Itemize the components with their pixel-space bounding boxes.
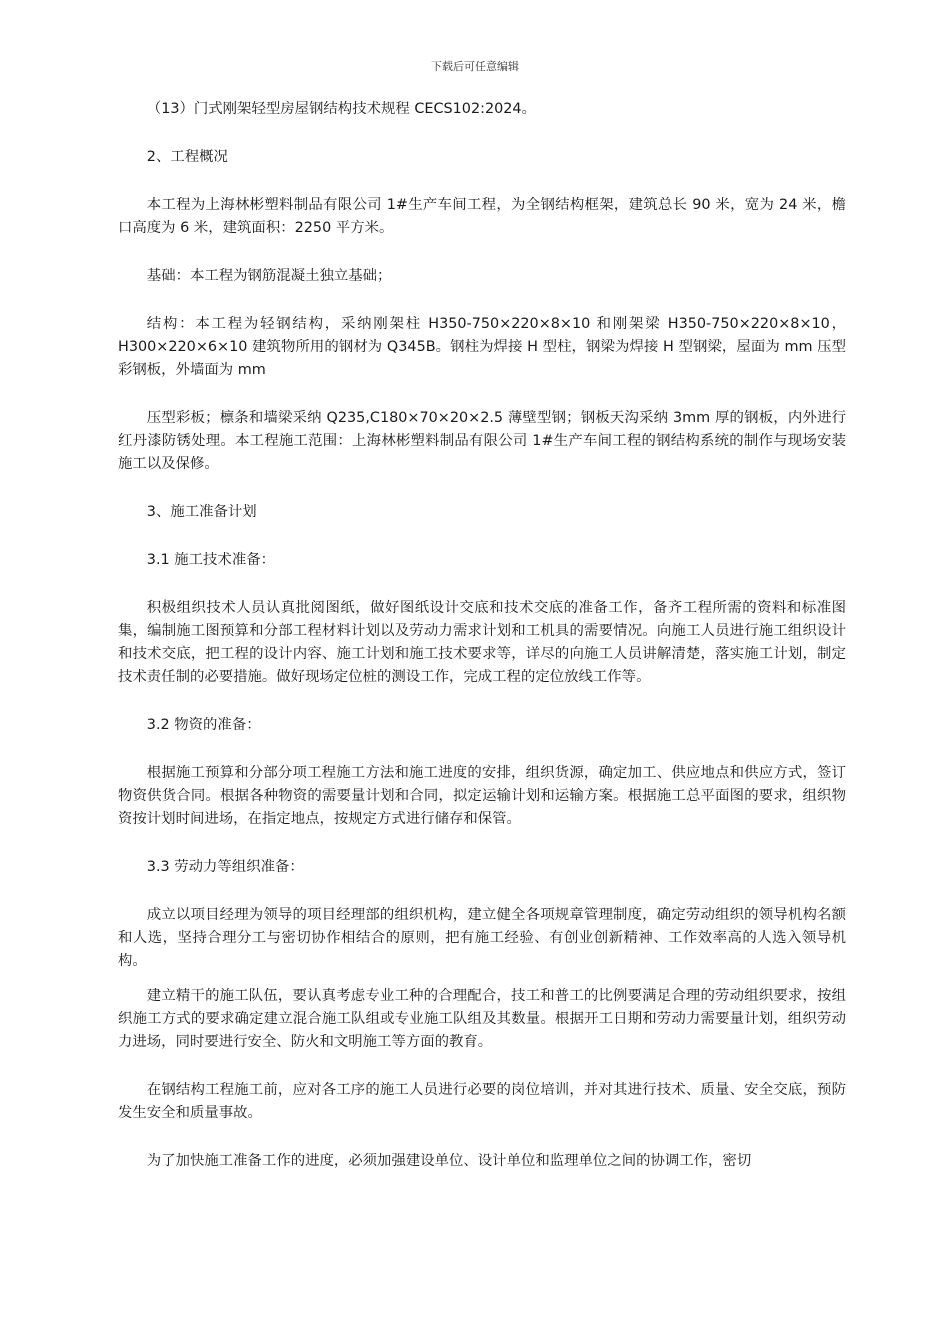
subsection-heading-technical-prep: 3.1 施工技术准备： [146,552,275,568]
paragraph-profiled-sheet: 压型彩板；檩条和墙梁采纳 Q235,C180×70×20×2.5 薄壁型钢；钢板天沟采纳 3mm 厚的钢板，内外进行红丹漆防锈处理。本工程施工范围：上海林彬塑料制品有限公司 1#生产车间工程的钢结构系统的制作与现场安装施工以及保修。 [118,410,846,472]
section-heading-preparation-plan: 3、施工准备计划 [146,504,257,520]
paragraph-technical-prep: 积极组织技术人员认真批阅图纸，做好图纸设计交底和技术交底的准备工作，备齐工程所需的资料和标准图集，编制施工图预算和分部工程材料计划以及劳动力需求计划和工机具的需要情况。向施工人员进行施工组织设计和技术交底，把工程的设计内容、施工计划和施工技术要求等，详尽的向施工人员讲解清楚，落实施工计划，制定技术责任制的必要措施。做好现场定位桩的测设工作，完成工程的定位放线工作等。 [118,600,846,685]
document-body [118,98,846,1173]
paragraph-construction-team: 建立精干的施工队伍，要认真考虑专业工种的合理配合，技工和普工的比例要满足合理的劳动组织要求，按组织施工方式的要求确定建立混合施工队组或专业施工队组及其数量。根据开工日期和劳动力需要量计划，组织劳动力进场，同时要进行安全、防火和文明施工等方面的教育。 [118,988,846,1050]
paragraph-training: 在钢结构工程施工前，应对各工序的施工人员进行必要的岗位培训，并对其进行技术、质量、安全交底，预防发生安全和质量事故。 [118,1082,846,1121]
subsection-heading-labor-prep: 3.3 劳动力等组织准备： [146,859,304,875]
paragraph-coordination: 为了加快施工准备工作的进度，必须加强建设单位、设计单位和监理单位之间的协调工作，密切 [146,1153,752,1169]
paragraph-foundation: 基础：本工程为钢筋混凝土独立基础； [146,268,392,284]
section-heading-overview: 2、工程概况 [146,149,228,165]
subsection-heading-material-prep: 3.2 物资的准备： [146,717,261,733]
page-header: 下载后可任意编辑 [431,60,519,73]
paragraph-material-prep: 根据施工预算和分部分项工程施工方法和施工进度的安排，组织货源，确定加工、供应地点和供应方式，签订物资供货合同。根据各种物资的需要量计划和合同，拟定运输计划和运输方案。根据施工总平面图的要求，组织物资按计划时间进场，在指定地点，按规定方式进行储存和保管。 [118,765,846,827]
paragraph-structure: 结构：本工程为轻钢结构，采纳刚架柱 H350-750×220×8×10 和刚架梁 H350-750×220×8×10，H300×220×6×10 建筑物所用的钢材为 Q345B。钢柱为焊接 H 型柱，钢梁为焊接 H 型钢梁，屋面为 mm 压型彩钢板，外墙面为 mm [118,316,846,378]
paragraph-project-overview: 本工程为上海林彬塑料制品有限公司 1#生产车间工程，为全钢结构框架，建筑总长 90 米，宽为 24 米，檐口高度为 6 米，建筑面积：2250 平方米。 [118,197,846,236]
paragraph-standard-13: （13）门式刚架轻型房屋钢结构技术规程 CECS102:2024。 [146,101,536,117]
paragraph-labor-organization: 成立以项目经理为领导的项目经理部的组织机构，建立健全各项规章管理制度，确定劳动组织的领导机构名额和人选，坚持合理分工与密切协作相结合的原则，把有施工经验、有创业创新精神、工作效率高的人选入领导机构。 [118,907,846,969]
